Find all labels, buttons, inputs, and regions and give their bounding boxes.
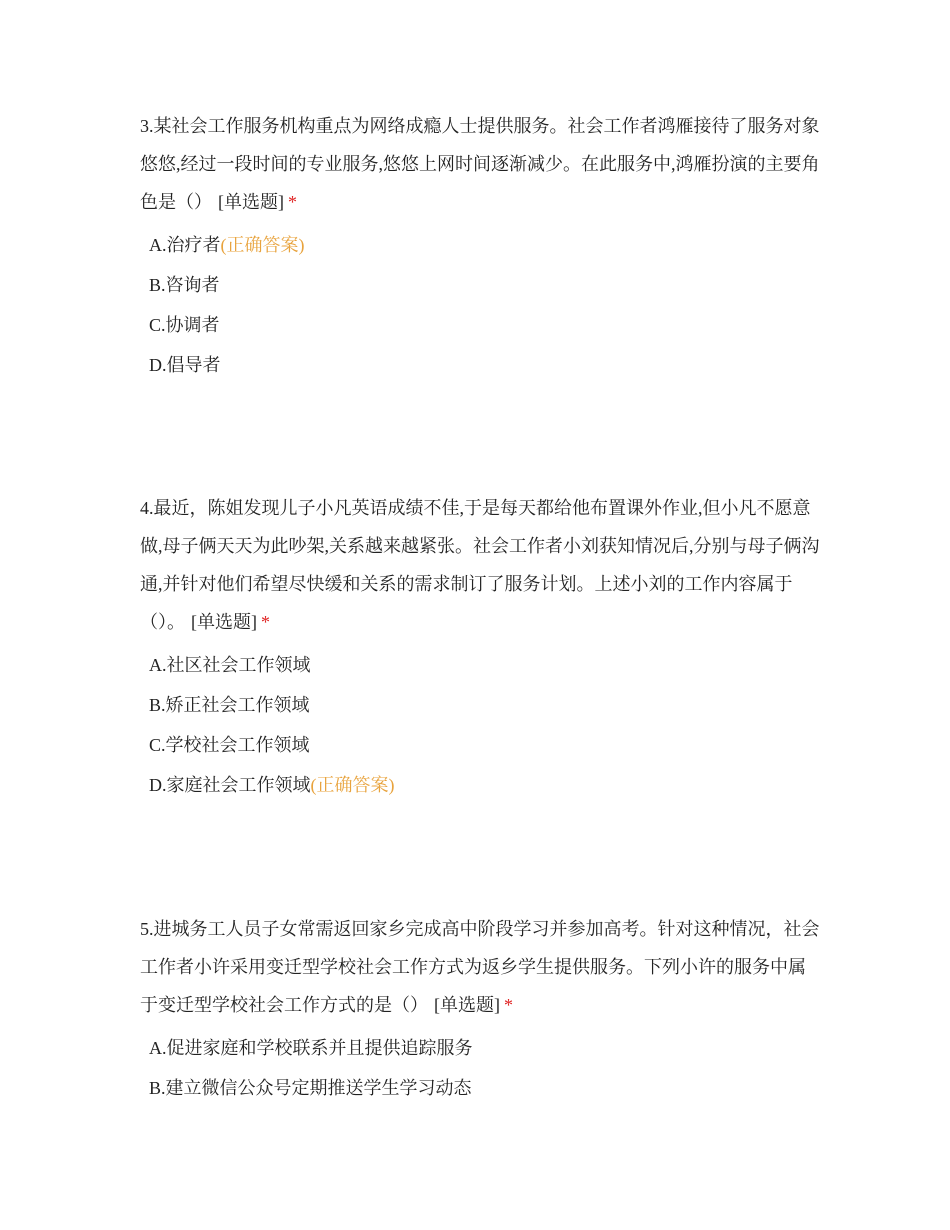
option-list [140, 1028, 820, 1108]
option-label: C.学校社会工作领域 [149, 735, 310, 755]
option-label: D.家庭社会工作领域 [149, 775, 311, 795]
correct-answer-tag: (正确答案) [310, 775, 395, 795]
question-stem: 5.进城务工人员子女常需返回家乡完成高中阶段学习并参加高考。针对这种情况，社会工作者小许采用变迁型学校社会工作方式为返乡学生提供服务。下列小许的服务中属于变迁型学校社会工作方式的是（） [140, 919, 820, 1015]
option-label: B.咨询者 [149, 275, 220, 295]
option-label: C.协调者 [149, 315, 220, 335]
question-type-label: [单选题] [434, 995, 500, 1015]
option-list [140, 645, 820, 805]
option-label: A.治疗者 [149, 235, 221, 255]
question-3 [140, 107, 820, 385]
option-b[interactable] [140, 1068, 820, 1108]
option-label: B.建立微信公众号定期推送学生学习动态 [149, 1078, 472, 1098]
question-type-label: [单选题] [191, 612, 257, 632]
option-list [140, 225, 820, 385]
question-stem: 4.最近，陈姐发现儿子小凡英语成绩不佳,于是每天都给他布置课外作业,但小凡不愿意做,母子俩天天为此吵架,关系越来越紧张。社会工作者小刘获知情况后,分别与母子俩沟通,并针对他们希望尽快缓和关系的需求制订了服务计划。上述小刘的工作内容属于（）。 [140, 498, 820, 632]
option-label: A.促进家庭和学校联系并且提供追踪服务 [149, 1038, 473, 1058]
option-b[interactable] [140, 685, 820, 725]
question-type-label: [单选题] [218, 192, 284, 212]
question-text [140, 107, 820, 221]
option-c[interactable] [140, 725, 820, 765]
option-c[interactable] [140, 305, 820, 345]
option-a[interactable] [140, 1028, 820, 1068]
option-d[interactable] [140, 345, 820, 385]
question-5 [140, 910, 820, 1108]
option-label: A.社区社会工作领域 [149, 655, 311, 675]
option-d[interactable] [140, 765, 820, 805]
required-mark: * [288, 192, 297, 212]
question-4 [140, 489, 820, 805]
required-mark: * [504, 995, 513, 1015]
question-text [140, 489, 820, 641]
option-a[interactable] [140, 225, 820, 265]
option-label: D.倡导者 [149, 355, 221, 375]
option-b[interactable] [140, 265, 820, 305]
question-stem: 3.某社会工作服务机构重点为网络成瘾人士提供服务。社会工作者鸿雁接待了服务对象悠悠,经过一段时间的专业服务,悠悠上网时间逐渐减少。在此服务中,鸿雁扮演的主要角色是（） [140, 116, 820, 212]
option-a[interactable] [140, 645, 820, 685]
option-label: B.矫正社会工作领域 [149, 695, 310, 715]
question-text [140, 910, 820, 1024]
correct-answer-tag: (正确答案) [220, 235, 305, 255]
required-mark: * [261, 612, 270, 632]
